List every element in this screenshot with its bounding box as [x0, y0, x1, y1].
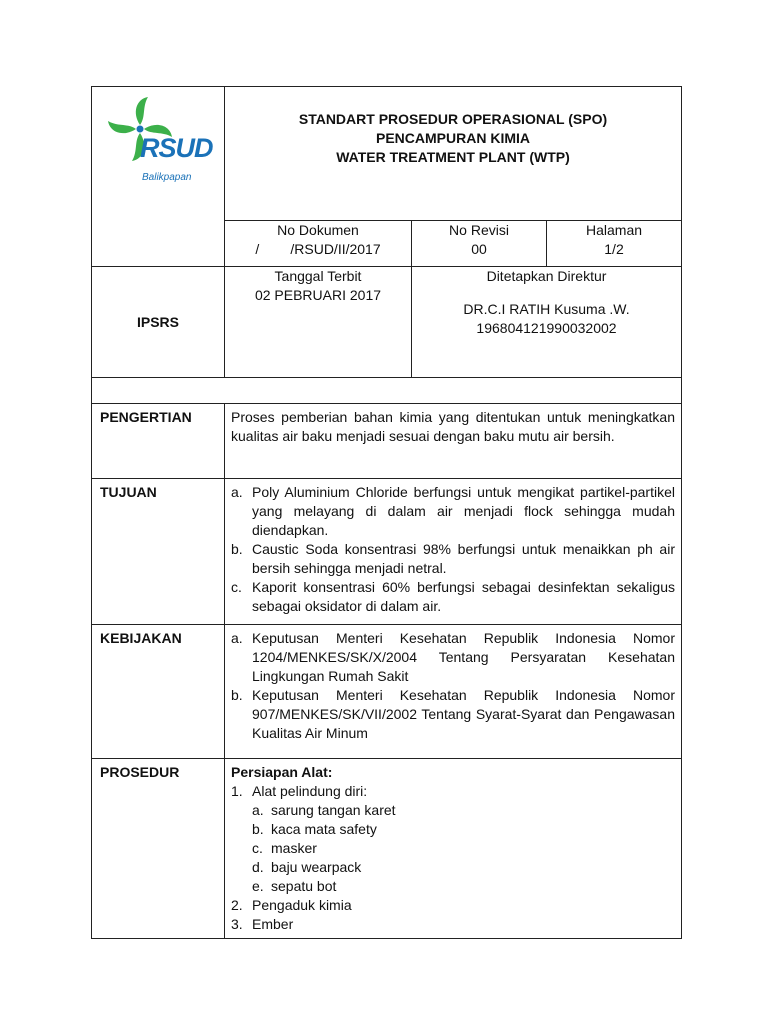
- no-dokumen-cell: [225, 221, 412, 267]
- spo-document: [91, 86, 681, 939]
- tujuan-label: TUJUAN: [92, 479, 225, 625]
- no-dokumen-value: / /RSUD/II/2017: [255, 241, 381, 257]
- prosedur-content: [225, 759, 682, 939]
- prosedur-heading: Persiapan Alat:: [231, 764, 333, 780]
- halaman-cell: [547, 221, 682, 267]
- prosedur-item: 3. Ember: [231, 916, 294, 932]
- ditetapkan-label: Ditetapkan Direktur: [486, 268, 607, 284]
- halaman-label: Halaman: [585, 222, 643, 238]
- prosedur-sub-item: c. masker: [252, 840, 317, 856]
- prosedur-sub-item: b. kaca mata safety: [252, 821, 377, 837]
- tujuan-item: a. Poly Aluminium Chloride berfungsi untuk mengikat partikel-partikel yang melayang di dalam air menjadi flock sehingga mudah diendapkan.: [231, 484, 675, 538]
- kebijakan-content: [225, 625, 682, 759]
- title-cell: [225, 87, 682, 221]
- prosedur-sub-item: e. sepatu bot: [252, 878, 337, 894]
- tanggal-label: Tanggal Terbit: [274, 268, 362, 284]
- tujuan-item: c. Kaporit konsentrasi 60% berfungsi sebagai desinfektan sekaligus sebagai oksidator di dalam air.: [231, 579, 675, 614]
- unit-cell: [92, 267, 225, 378]
- prosedur-item: 1. Alat pelindung diri:: [231, 783, 368, 799]
- prosedur-label: PROSEDUR: [92, 759, 225, 939]
- tanggal-value: 02 PEBRUARI 2017: [254, 287, 382, 303]
- pengertian-label: PENGERTIAN: [92, 404, 225, 479]
- logo-city: Balikpapan: [142, 172, 192, 183]
- tujuan-item: b. Caustic Soda konsentrasi 98% berfungsi untuk menaikkan ph air bersih sehingga menjadi netral.: [231, 541, 675, 576]
- spo-table: [91, 86, 682, 939]
- logo-cell: [92, 87, 225, 267]
- spacer-row: [92, 378, 682, 404]
- title-line-2: PENCAMPURAN KIMIA: [376, 130, 530, 146]
- title-line-1: STANDART PROSEDUR OPERASIONAL (SPO): [298, 111, 608, 127]
- unit-name: IPSRS: [136, 313, 179, 330]
- prosedur-sub-item: a. sarung tangan karet: [252, 802, 396, 818]
- kebijakan-item: b. Keputusan Menteri Kesehatan Republik Indonesia Nomor 907/MENKES/SK/VII/2002 Tentang Syarat-Syarat dan Pengawasan Kualitas Air Minum: [231, 687, 675, 741]
- no-revisi-label: No Revisi: [449, 222, 509, 238]
- no-revisi-value: 00: [471, 241, 487, 257]
- title-line-3: WATER TREATMENT PLANT (WTP): [336, 149, 570, 165]
- tanggal-cell: [225, 267, 412, 378]
- prosedur-item: 2. Pengaduk kimia: [231, 897, 352, 913]
- no-dokumen-label: No Dokumen: [277, 222, 359, 238]
- pengertian-text: Proses pemberian bahan kimia yang ditentukan untuk meningkatkan kualitas air baku menjadi sesuai dengan baku mutu air bersih.: [225, 404, 682, 479]
- tujuan-content: [225, 479, 682, 625]
- prosedur-sub-item: d. baju wearpack: [252, 859, 362, 875]
- ditetapkan-cell: [412, 267, 682, 378]
- halaman-value: 1/2: [604, 241, 624, 257]
- director-nip: 196804121990032002: [476, 320, 617, 336]
- logo-name: RSUD: [140, 133, 213, 163]
- no-revisi-cell: [412, 221, 547, 267]
- kebijakan-item: a. Keputusan Menteri Kesehatan Republik Indonesia Nomor 1204/MENKES/SK/X/2004 Tentang Persyaratan Kesehatan Lingkungan Rumah Sakit: [231, 630, 675, 684]
- kebijakan-label: KEBIJAKAN: [92, 625, 225, 759]
- director-name: DR.C.I RATIH Kusuma .W.: [463, 301, 630, 317]
